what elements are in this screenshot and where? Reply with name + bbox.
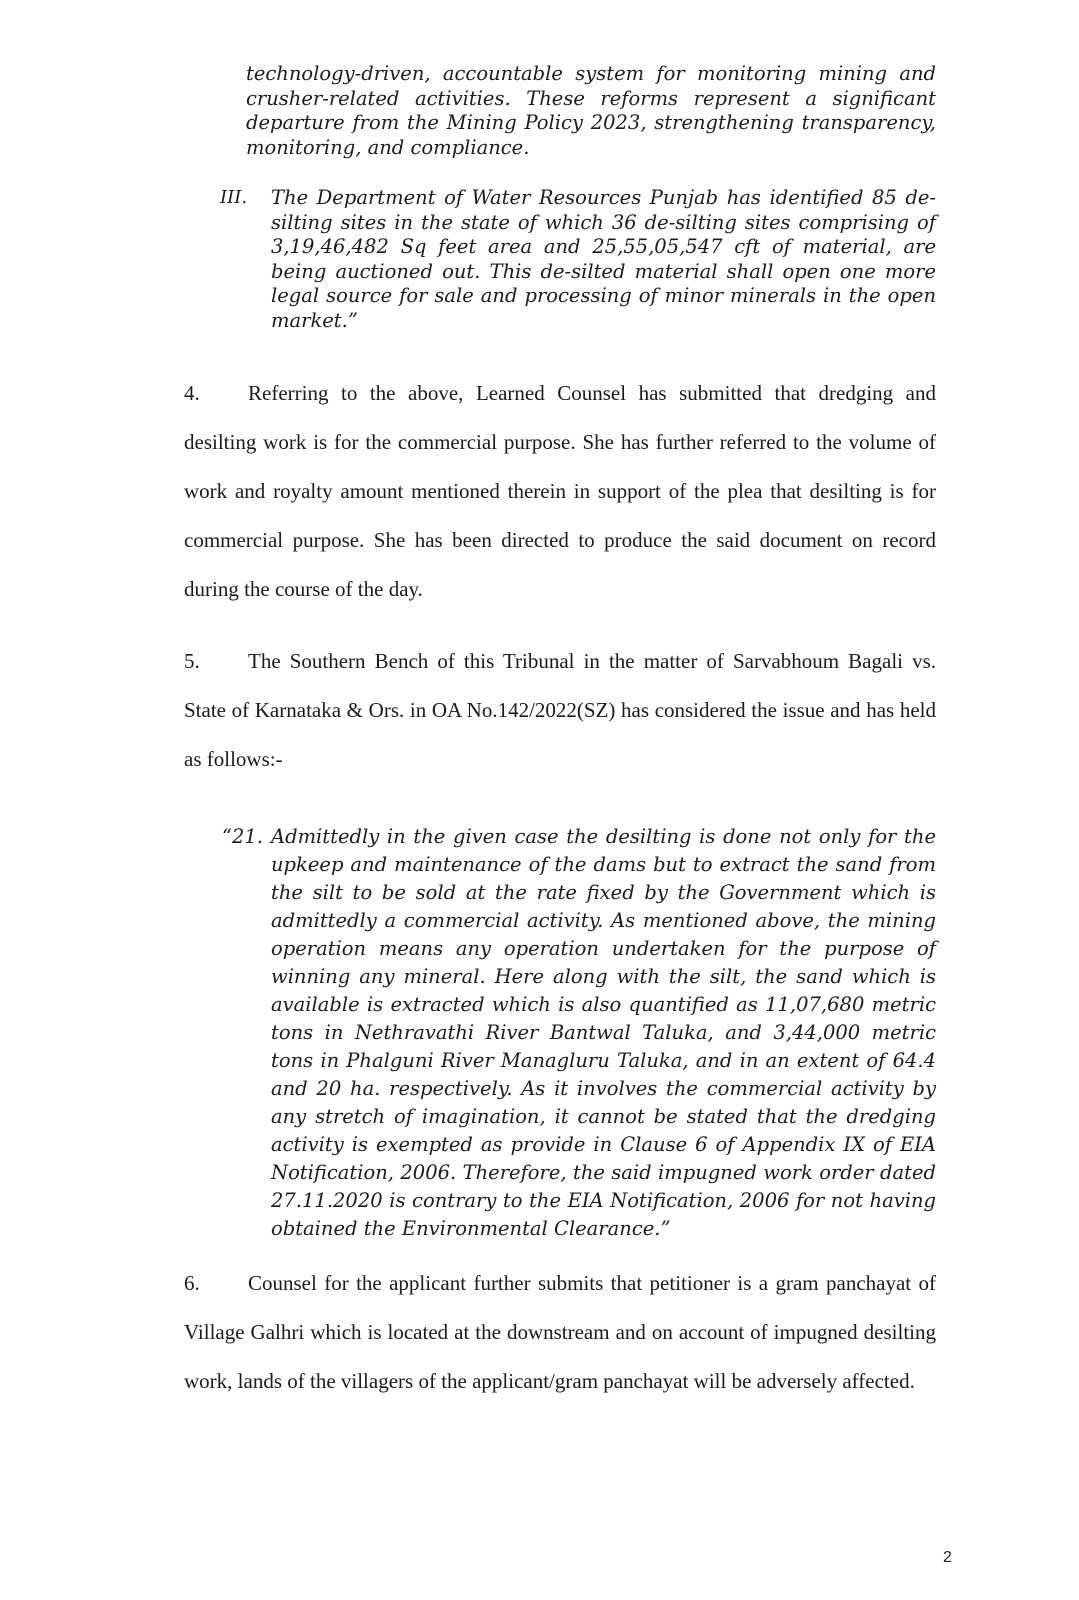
quote-item-iii-text: The Department of Water Resources Punjab has identified 85 de-silting sites in the state of which 36 de-silting sites comprising of 3,19,46,482 Sq feet area and 25,55,05,547 cft of material, are being auctioned out. This de-silted material shall open one more legal source for sale and processing of minor minerals in the open market.” (271, 186, 936, 332)
page-number: 2 (943, 1549, 952, 1566)
paragraph-4 (184, 369, 936, 614)
quote-policy-continuation: technology-driven, accountable system for monitoring mining and crusher-related activities. These reforms represent a significant departure from the Mining Policy 2023, strengthening transparency, monitoring, and compliance. (246, 62, 936, 159)
quote-judgment-text: Admittedly in the given case the desilting is done not only for the upkeep and maintenance of the dams but to extract the sand from the silt to be sold at the rate fixed by the Government which is admittedly a commercial activity. As mentioned above, the mining operation means any operation undertaken for the purpose of winning any mineral. Here along with the silt, the sand which is available is extracted which is also quantified as 11,07,680 metric tons in Nethravathi River Bantwal Taluka, and 3,44,000 metric tons in Phalguni River Managluru Taluka, and in an extent of 64.4 and 20 ha. respectively. As it involves the commercial activity by any stretch of imagination, it cannot be stated that the dredging activity is exempted as provide in Clause 6 of Appendix IX of EIA Notification, 2006. Therefore, the said impugned work order dated 27.11.2020 is contrary to the EIA Notification, 2006 for not having obtained the Environmental Clearance.” (271, 825, 936, 1240)
paragraph-text: The Southern Bench of this Tribunal in the matter of Sarvabhoum Bagali vs. State of Karnataka & Ors. in OA No.142/2022(SZ) has considered the issue and has held as follows:- (184, 649, 936, 771)
quote-judgment-marker: “21. (222, 825, 263, 848)
paragraph-text: Counsel for the applicant further submits that petitioner is a gram panchayat of Village Galhri which is located at the downstream and on account of impugned desilting work, lands of the villagers of the applicant/gram panchayat will be adversely affected. (184, 1271, 936, 1393)
paragraph-number: 4. (184, 381, 200, 405)
paragraph-text: Referring to the above, Learned Counsel has submitted that dredging and desilting work is for the commercial purpose. She has further referred to the volume of work and royalty amount mentioned therein in support of the plea that desilting is for commercial purpose. She has been directed to produce the said document on record during the course of the day. (184, 381, 936, 601)
paragraph-5 (184, 637, 936, 784)
paragraph-number: 5. (184, 649, 200, 673)
paragraph-number: 6. (184, 1271, 200, 1295)
paragraph-6 (184, 1259, 936, 1406)
quote-item-iii-marker: III. (220, 187, 248, 208)
